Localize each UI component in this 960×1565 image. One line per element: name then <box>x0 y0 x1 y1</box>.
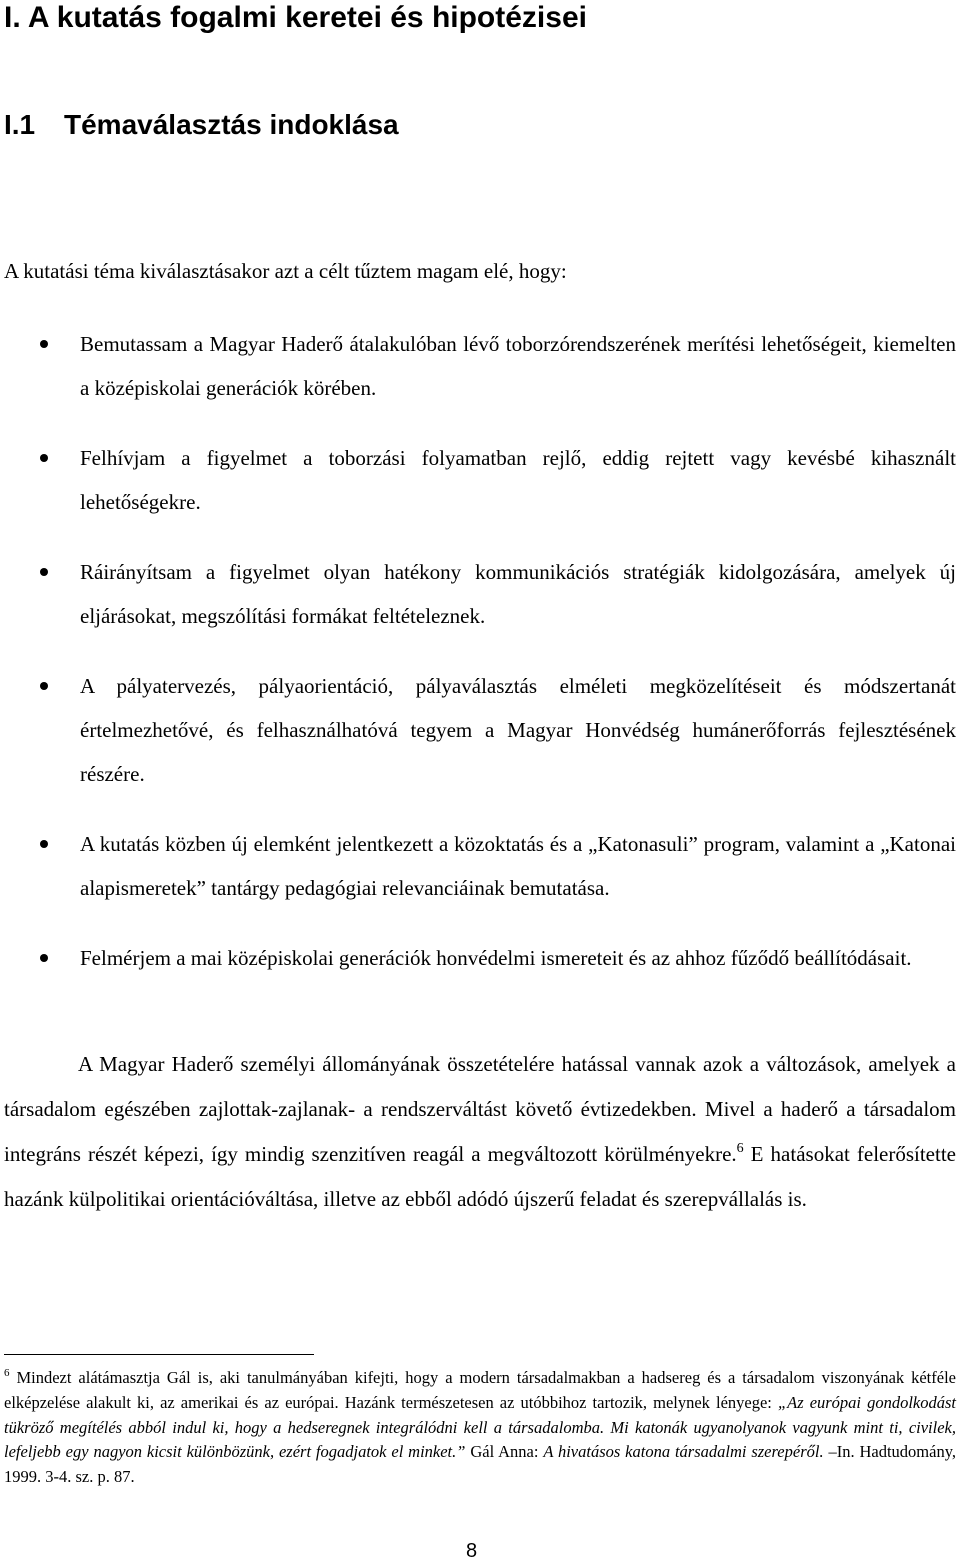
section-number: I.1 <box>4 109 36 140</box>
list-item-text: A pályatervezés, pályaorientáció, pályaválasztás elméleti megközelítéseit és módszertanát értelmezhetővé, és felhasználhatóvá tegyem a Magyar Honvédség humánerőforrás fejlesztésének részére. <box>80 674 956 786</box>
list-item-text: Ráirányítsam a figyelmet olyan hatékony kommunikációs stratégiák kidolgozására, amelyek új eljárásokat, megszólítási formákat feltételeznek. <box>80 560 956 628</box>
footnote-citation: –In. Hadtudomány, 1999. 3-4. sz. p. 87. <box>4 1442 956 1487</box>
bullet-icon <box>40 954 48 962</box>
section-heading <box>4 108 399 142</box>
footnote-mark: 6 <box>4 1367 10 1379</box>
footnote-reference[interactable]: 6 <box>736 1141 744 1156</box>
list-item <box>0 436 956 524</box>
footnote-source-title: A hivatásos katona társadalmi szerepéről. <box>543 1442 824 1462</box>
list-item <box>0 322 956 410</box>
list-item-text: A kutatás közben új elemként jelentkezett a közoktatás és a „Katonasuli” program, valamint a „Katonai alapismeretek” tantárgy pedagógiai relevanciáinak bemutatása. <box>80 832 956 900</box>
list-item-text: Felhívjam a figyelmet a toborzási folyamatban rejlő, eddig rejtett vagy kevésbé kihasznált lehetőségekre. <box>80 446 956 514</box>
goals-list <box>0 322 956 1006</box>
footnote <box>4 1366 956 1490</box>
footnote-text: Mindezt alátámasztja Gál is, aki tanulmányában kifejti, hogy a modern társadalmakban a hadsereg és a társadalom viszonyának kétféle elképzelése alakult ki, az amerikai és az európai. Hazánk természetesen az utóbbihoz tartozik, melynek lényege: <box>4 1368 956 1412</box>
page-number: 8 <box>466 1540 478 1562</box>
footnote-separator <box>4 1354 314 1355</box>
bullet-icon <box>40 682 48 690</box>
list-item-text: Felmérjem a mai középiskolai generációk honvédelmi ismereteit és az ahhoz fűződő beállítódásait. <box>80 946 912 970</box>
footnote-author: Gál Anna: <box>465 1442 544 1462</box>
paragraph-text-after: E hatásokat felerősítette hazánk külpolitikai orientációváltása, illetve az ebből adódó újszerű feladat és szerepvállalás is. <box>4 1142 956 1211</box>
list-item <box>0 822 956 910</box>
bullet-icon <box>40 840 48 848</box>
paragraph-text-before: A Magyar Haderő személyi állományának összetételére hatással vannak azok a változások, amelyek a társadalom egészében zajlottak-zajlanak- a rendszerváltást követő évtizedekben. Mivel a haderő a társadalom integráns részét képezi, így mindig szenzitíven reagál a megváltozott körülményekre. <box>4 1052 956 1166</box>
bullet-icon <box>40 568 48 576</box>
bullet-icon <box>40 454 48 462</box>
footnote-quote: „Az európai gondolkodást tükröző megítélés abból indul ki, hogy a hedseregnek integrálódni kell a társadalomba. Mi katonák ugyanolyanok vagyunk mint ti, civilek, lefeljebb egy nagyon kicsit különbözünk, ezért fogadjatok el minket.” <box>4 1392 956 1462</box>
chapter-heading: I. A kutatás fogalmi keretei és hipotézisei <box>4 1 587 34</box>
list-item-text: Bemutassam a Magyar Haderő átalakulóban lévő toborzórendszerének merítési lehetőségeit, kiemelten a középiskolai generációk körében. <box>80 332 956 400</box>
section-title: Témaválasztás indoklása <box>64 109 399 140</box>
intro-sentence: A kutatási téma kiválasztásakor azt a célt tűztem magam elé, hogy: <box>4 259 567 283</box>
list-item <box>0 550 956 638</box>
list-item <box>0 936 956 980</box>
body-paragraph <box>4 1042 956 1222</box>
bullet-icon <box>40 340 48 348</box>
list-item <box>0 664 956 796</box>
